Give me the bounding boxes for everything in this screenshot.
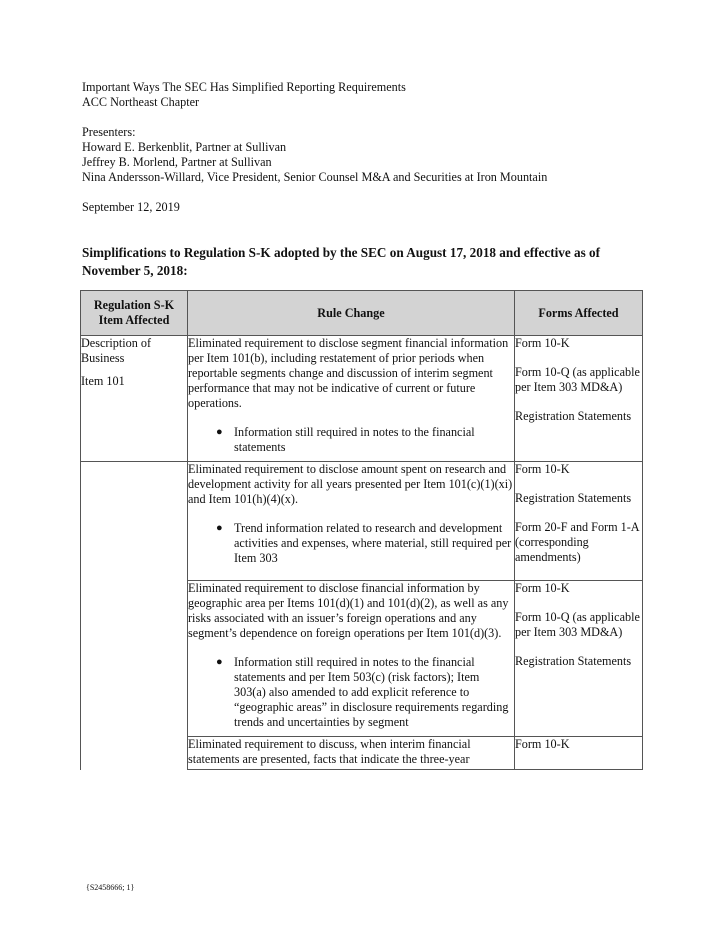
item-name: Description of Business bbox=[81, 336, 152, 365]
form-entry: Form 10-Q (as applicable per Item 303 MD&A) bbox=[515, 610, 640, 639]
presenter-3: Nina Andersson-Willard, Vice President, Senior Counsel M&A and Securities at Iron Mountain bbox=[82, 170, 548, 184]
bullet-text: Information still required in notes to the financial statements bbox=[234, 425, 475, 454]
document-title: Important Ways The SEC Has Simplified Reporting Requirements bbox=[82, 80, 406, 94]
bullet-icon: ● bbox=[216, 522, 223, 534]
bullet-text: Information still required in notes to the financial statements and per Item 503(c) (risk factors); Item 303(a) also amended to add explicit reference to “geographic areas” in disclosure requirements regarding trends and uncertainties by segment bbox=[234, 655, 509, 729]
forms-cell bbox=[515, 581, 643, 737]
form-entry: Registration Statements bbox=[515, 409, 632, 423]
forms-cell bbox=[515, 336, 643, 462]
table-row bbox=[81, 462, 643, 581]
bullet-icon: ● bbox=[216, 426, 223, 438]
form-entry: Registration Statements bbox=[515, 491, 632, 505]
bullet-text: Trend information related to research and development activities and expenses, where material, still required per Item 303 bbox=[234, 521, 512, 565]
item-cell-continued bbox=[81, 462, 188, 581]
forms-cell bbox=[515, 462, 643, 581]
table-row bbox=[81, 336, 643, 462]
form-entry: Registration Statements bbox=[515, 654, 632, 668]
form-entry: Form 10-Q (as applicable per Item 303 MD&A) bbox=[515, 365, 640, 394]
bullet-item bbox=[188, 425, 514, 455]
chapter-name: ACC Northeast Chapter bbox=[82, 95, 200, 109]
rule-change-text: Eliminated requirement to disclose amount spent on research and development activity for all years presented per Item 101(c)(1)(xi) and Item 101(h)(4)(x). bbox=[188, 462, 513, 506]
rule-change-cell bbox=[188, 737, 515, 770]
bullet-item bbox=[188, 521, 514, 566]
form-entry: Form 10-K bbox=[515, 336, 570, 350]
regulation-table bbox=[80, 290, 643, 770]
section-heading: Simplifications to Regulation S-K adopted by the SEC on August 17, 2018 and effective as of November 5, 2018: bbox=[82, 245, 601, 278]
table-row bbox=[81, 737, 643, 770]
document-footer-id: {S2458666; 1} bbox=[86, 883, 135, 892]
presentation-date: September 12, 2019 bbox=[82, 200, 180, 214]
rule-change-text: Eliminated requirement to disclose financial information by geographic area per Items 101(d)(1) and 101(d)(2), as well as any risks associated with an issuer’s foreign operations and any segment’s dependence on foreign operations per Item 101(d)(3). bbox=[188, 581, 509, 640]
form-entry: Form 10-K bbox=[515, 581, 570, 595]
rule-change-text: Eliminated requirement to disclose segment financial information per Item 101(b), including restatement of prior periods when reportable segments change and discussion of interim segment performance that may not be indicative of current or future operations. bbox=[188, 336, 509, 410]
document-header bbox=[82, 80, 682, 215]
form-entry: Form 10-K bbox=[515, 462, 570, 476]
presenter-2: Jeffrey B. Morlend, Partner at Sullivan bbox=[82, 155, 272, 169]
presenter-1: Howard E. Berkenblit, Partner at Sullivan bbox=[82, 140, 287, 154]
column-header-item: Regulation S-K Item Affected bbox=[81, 291, 188, 336]
form-entry: Form 20-F and Form 1-A (corresponding amendments) bbox=[515, 520, 639, 564]
item-cell bbox=[81, 336, 188, 462]
bullet-icon: ● bbox=[216, 656, 223, 668]
column-header-rule-change: Rule Change bbox=[188, 291, 515, 336]
item-number: Item 101 bbox=[81, 374, 125, 388]
item-cell-continued bbox=[81, 737, 188, 770]
rule-change-cell bbox=[188, 581, 515, 737]
rule-change-cell bbox=[188, 462, 515, 581]
presenters-label: Presenters: bbox=[82, 125, 136, 139]
table-row bbox=[81, 581, 643, 737]
rule-change-cell bbox=[188, 336, 515, 462]
forms-cell bbox=[515, 737, 643, 770]
bullet-item bbox=[188, 655, 514, 730]
table-header-row bbox=[81, 291, 643, 336]
column-header-forms: Forms Affected bbox=[515, 291, 643, 336]
rule-change-text: Eliminated requirement to discuss, when interim financial statements are presented, facts that indicate the three-year bbox=[188, 737, 471, 766]
form-entry: Form 10-K bbox=[515, 737, 570, 751]
item-cell-continued bbox=[81, 581, 188, 737]
